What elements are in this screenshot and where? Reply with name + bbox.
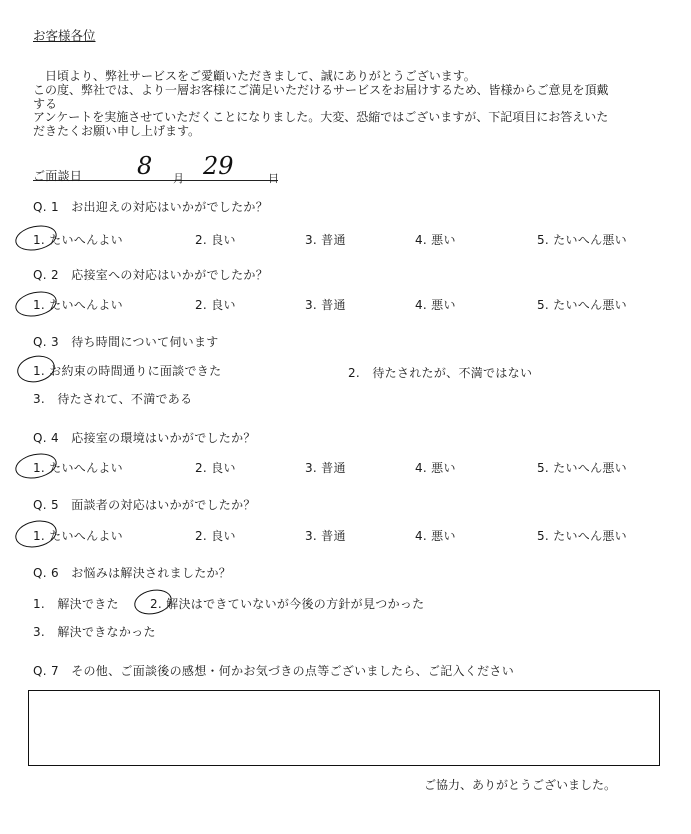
date-day-unit: 日 — [268, 172, 279, 185]
q7-question: Q. 7 その他、ご面談後の感想・何かお気づきの点等ございましたら、ご記入ください — [33, 664, 515, 678]
meeting-date-row — [33, 152, 283, 185]
date-label: ご面談日 — [33, 169, 83, 183]
date-month-unit: 月 — [173, 172, 184, 185]
closing-message: ご協力、ありがとうございました。 — [424, 778, 617, 792]
q2-option-1[interactable]: 1. たいへんよい — [33, 298, 123, 312]
q2-option-2[interactable]: 2. 良い — [195, 298, 236, 312]
q4-option-5[interactable]: 5. たいへん悪い — [537, 461, 627, 475]
q3-question: Q. 3 待ち時間について伺います — [33, 335, 219, 349]
q5-option-3[interactable]: 3. 普通 — [305, 529, 346, 543]
q2-option-4[interactable]: 4. 悪い — [415, 298, 456, 312]
q6-option-2[interactable]: 2. 解決はできていないが今後の方針が見つかった — [150, 597, 425, 611]
q3-option-3[interactable]: 3. 待たされて、不満である — [33, 392, 193, 406]
q2-option-3[interactable]: 3. 普通 — [305, 298, 346, 312]
q5-option-5[interactable]: 5. たいへん悪い — [537, 529, 627, 543]
intro-line: だきたくお願い申し上げます。 — [33, 124, 201, 139]
intro-paragraph — [33, 70, 668, 139]
q2-option-5[interactable]: 5. たいへん悪い — [537, 298, 627, 312]
q4-option-1[interactable]: 1. たいへんよい — [33, 461, 123, 475]
q1-question: Q. 1 お出迎えの対応はいかがでしたか？ — [33, 200, 269, 214]
q1-option-4[interactable]: 4. 悪い — [415, 233, 456, 247]
intro-line: する — [33, 96, 58, 111]
q1-option-3[interactable]: 3. 普通 — [305, 233, 346, 247]
q1-option-2[interactable]: 2. 良い — [195, 233, 236, 247]
date-day-handwritten[interactable]: 29 — [203, 152, 234, 180]
date-month-handwritten[interactable]: 8 — [137, 152, 153, 180]
q3-option-2[interactable]: 2. 待たされたが、不満ではない — [348, 366, 533, 380]
q4-option-4[interactable]: 4. 悪い — [415, 461, 456, 475]
q6-option-1[interactable]: 1. 解決できた — [33, 597, 119, 611]
page-title: お客様各位 — [33, 28, 96, 43]
intro-line: 日頃より、弊社サービスをご愛顧いただきまして、誠にありがとうございます。 — [33, 69, 476, 83]
q5-question: Q. 5 面談者の対応はいかがでしたか？ — [33, 498, 256, 512]
q4-option-3[interactable]: 3. 普通 — [305, 461, 346, 475]
intro-line: アンケートを実施させていただくことになりました。大変、恐縮ではございますが、下記項目にお答えいた — [33, 110, 609, 125]
q4-option-2[interactable]: 2. 良い — [195, 461, 236, 475]
q5-option-2[interactable]: 2. 良い — [195, 529, 236, 543]
q1-option-1[interactable]: 1. たいへんよい — [33, 233, 123, 247]
q7-comment-box[interactable] — [28, 690, 660, 766]
q1-option-5[interactable]: 5. たいへん悪い — [537, 233, 627, 247]
q6-question: Q. 6 お悩みは解決されましたか？ — [33, 566, 232, 580]
intro-line: この度、弊社では、より一層お客様にご満足いただけるサービスをお届けするため、皆様からご意見を頂戴 — [33, 82, 609, 97]
q4-question: Q. 4 応接室の環境はいかがでしたか？ — [33, 431, 256, 445]
q2-question: Q. 2 応接室への対応はいかがでしたか？ — [33, 268, 269, 282]
q6-option-3[interactable]: 3. 解決できなかった — [33, 625, 156, 639]
q3-option-1[interactable]: 1. お約束の時間通りに面談できた — [33, 364, 222, 378]
q5-option-4[interactable]: 4. 悪い — [415, 529, 456, 543]
q5-option-1[interactable]: 1. たいへんよい — [33, 529, 123, 543]
